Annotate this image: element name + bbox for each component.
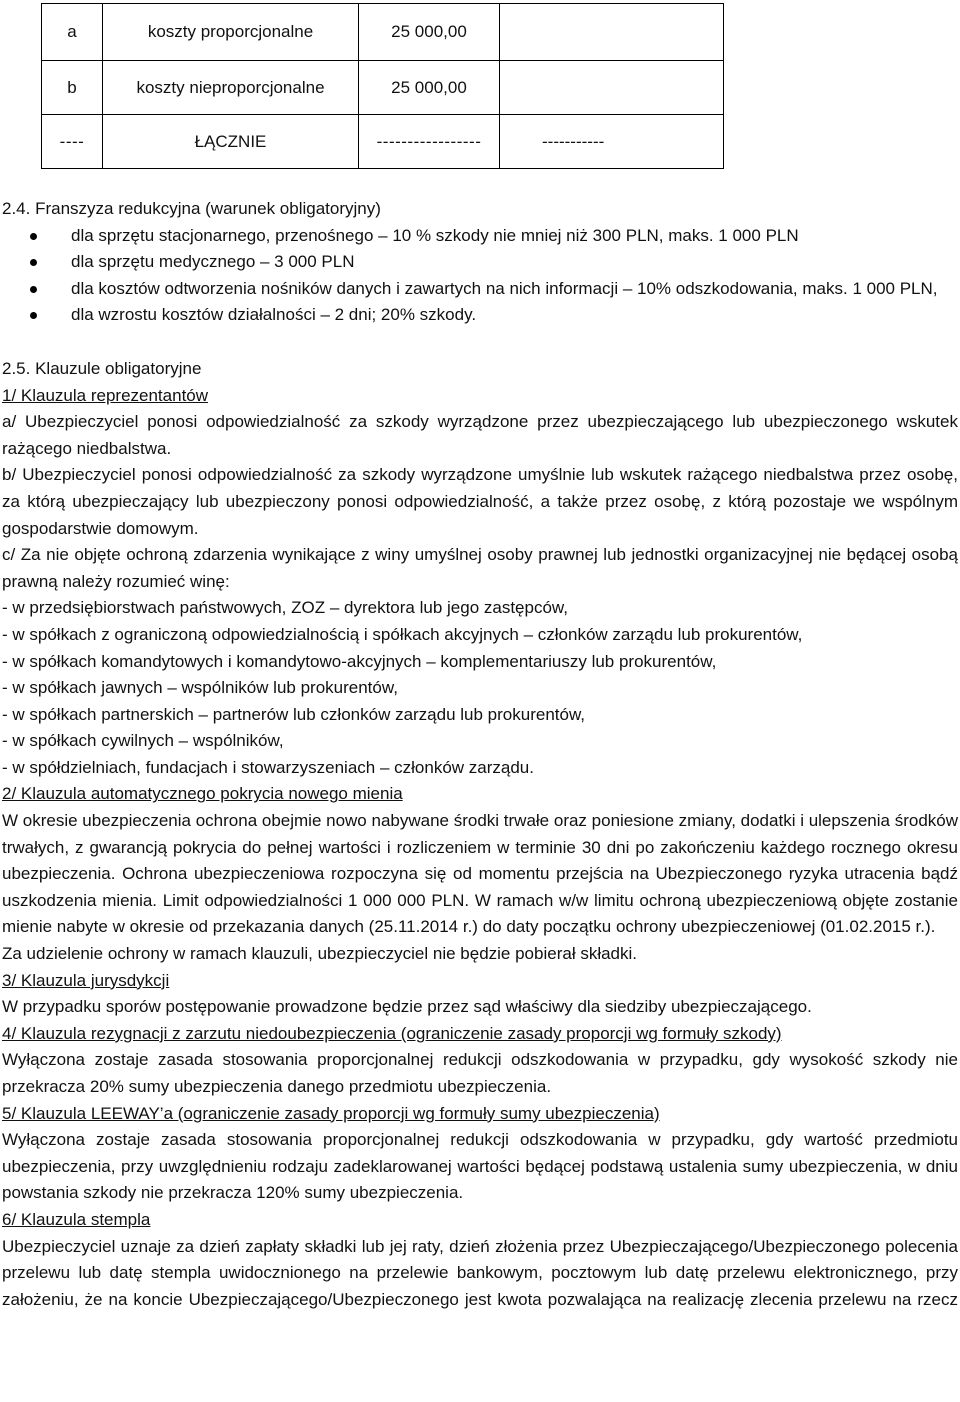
list-item: - w przedsiębiorstwach państwowych, ZOZ – dyrektora lub jego zastępców, [2, 598, 568, 618]
clause-paragraph: c/ Za nie objęte ochroną zdarzenia wynikające z winy umyślnej osoby prawnej lub jednostki organizacyjnej nie będącej osobą prawną należy rozumieć winę: [2, 545, 958, 591]
list-item [2, 249, 958, 276]
clause-paragraph: Ubezpieczyciel uznaje za dzień zapłaty składki lub jej raty, dzień złożenia przez Ubezpieczającego/Ubezpieczonego polecenia przelewu lub datę stempla uwidocznionego na przelewie bankowym, pocztowym lub datę przelewu elektronicznego, przy założeniu, że na koncie Ubezpieczającego/Ubezpieczonego jest kwota pozwalająca na realizację zlecenia przelewu na rzecz [2, 1236, 958, 1309]
row-extra [500, 4, 724, 61]
list-item: - w spółdzielniach, fundacjach i stowarzyszeniach – członków zarządu. [2, 757, 534, 777]
list-item-text: dla sprzętu medycznego – 3 000 PLN [71, 252, 355, 272]
table-row [42, 4, 724, 61]
list-item-text: dla kosztów odtworzenia nośników danych i zawartych na nich informacji – 10% odszkodowania, maks. 1 000 PLN, [71, 278, 938, 298]
clause-paragraph: Za udzielenie ochrony w ramach klauzuli, ubezpieczyciel nie będzie pobierał składki. [2, 944, 638, 964]
clause-title: 3/ Klauzula jurysdykcji [2, 970, 170, 990]
clause-title: 6/ Klauzula stempla [2, 1209, 151, 1229]
row-extra [500, 61, 724, 115]
section-heading-clauses: 2.5. Klauzule obligatoryjne [2, 358, 202, 378]
table-row-total [42, 115, 724, 169]
row-amount: 25 000,00 [359, 61, 500, 115]
table-row [42, 61, 724, 115]
franchise-list [2, 223, 958, 329]
bullet-icon [30, 312, 37, 319]
clause-title: 2/ Klauzula automatycznego pokrycia nowego mienia [2, 784, 403, 804]
row-name: ŁĄCZNIE [103, 115, 359, 169]
clause-paragraph: a/ Ubezpieczyciel ponosi odpowiedzialność za szkody wyrządzone przez ubezpieczającego lub ubezpieczonego wskutek rażącego niedbalstwa. [2, 412, 958, 458]
row-amount: ----------------- [359, 115, 500, 169]
row-name: koszty nieproporcjonalne [103, 61, 359, 115]
document-body [2, 196, 958, 1313]
cost-table [41, 3, 724, 169]
clause-paragraph: Wyłączona zostaje zasada stosowania proporcjonalnej redukcji odszkodowania w przypadku, gdy wysokość szkody nie przekracza 20% sumy ubezpieczenia danego przedmiotu ubezpieczenia. [2, 1050, 958, 1096]
list-item [2, 276, 958, 303]
clause-title: 4/ Klauzula rezygnacji z zarzutu niedoubezpieczenia (ograniczenie zasady proporcji wg formuły szkody) [2, 1023, 782, 1043]
clause-paragraph: b/ Ubezpieczyciel ponosi odpowiedzialność za szkody wyrządzone umyślnie lub wskutek rażącego niedbalstwa przez osobę, za którą ubezpieczający lub ubezpieczony ponosi odpowiedzialność, a także przez osobę, z którą pozostaje we wspólnym gospodarstwie domowym. [2, 465, 958, 538]
bullet-icon [30, 233, 37, 240]
bullet-icon [30, 259, 37, 266]
bullet-icon [30, 286, 37, 293]
clause-paragraph: W przypadku sporów postępowanie prowadzone będzie przez sąd właściwy dla siedziby ubezpieczającego. [2, 997, 812, 1017]
section-heading-franchise: 2.4. Franszyza redukcyjna (warunek obligatoryjny) [2, 199, 381, 218]
row-letter: a [42, 4, 103, 61]
list-item [2, 223, 958, 250]
row-name: koszty proporcjonalne [103, 4, 359, 61]
row-letter: ---- [42, 115, 103, 169]
list-item-text: dla sprzętu stacjonarnego, przenośnego – 10 % szkody nie mniej niż 300 PLN, maks. 1 000 PLN [71, 225, 799, 245]
list-item: - w spółkach jawnych – wspólników lub prokurentów, [2, 678, 398, 698]
list-item: - w spółkach cywilnych – wspólników, [2, 731, 284, 751]
list-item: - w spółkach partnerskich – partnerów lub członków zarządu lub prokurentów, [2, 704, 586, 724]
list-item: - w spółkach z ograniczoną odpowiedzialnością i spółkach akcyjnych – członków zarządu lub prokurentów, [2, 624, 803, 644]
list-item: - w spółkach komandytowych i komandytowo-akcyjnych – komplementariuszy lub prokurentów, [2, 651, 717, 671]
clause-title: 1/ Klauzula reprezentantów [2, 385, 209, 405]
spacer [2, 329, 958, 356]
row-letter: b [42, 61, 103, 115]
list-item-text: dla wzrostu kosztów działalności – 2 dni; 20% szkody. [71, 305, 477, 325]
list-item [2, 302, 958, 329]
clause-title: 5/ Klauzula LEEWAY’a (ograniczenie zasady proporcji wg formuły sumy ubezpieczenia) [2, 1103, 660, 1123]
row-amount: 25 000,00 [359, 4, 500, 61]
clause-paragraph: W okresie ubezpieczenia ochrona obejmie nowo nabywane środki trwałe oraz poniesione zmiany, dodatki i ulepszenia środków trwałych, z gwarancją pokrycia do pełnej wartości i rozliczeniem w terminie 30 dni po zakończeniu każdego rocznego okresu ubezpieczenia. Ochrona ubezpieczeniowa rozpoczyna się od momentu przejścia na Ubezpieczonego ryzyka utracenia bądź uszkodzenia mienia. Limit odpowiedzialności 1 000 000 PLN. W ramach w/w limitu ochroną ubezpieczeniową objęte zostanie mienie nabyte w okresie od przekazania danych (25.11.2014 r.) do daty początku ochrony ubezpieczeniowej (01.02.2015 r.). [2, 811, 958, 937]
row-extra: ----------- [500, 115, 724, 169]
clause-paragraph: Wyłączona zostaje zasada stosowania proporcjonalnej redukcji odszkodowania w przypadku, gdy wartość przedmiotu ubezpieczenia, przy uwzględnieniu rodzaju zadeklarowanej wartości będącej podstawą ustalenia sumy ubezpieczenia, w dniu powstania szkody nie przekracza 120% sumy ubezpieczenia. [2, 1130, 958, 1203]
